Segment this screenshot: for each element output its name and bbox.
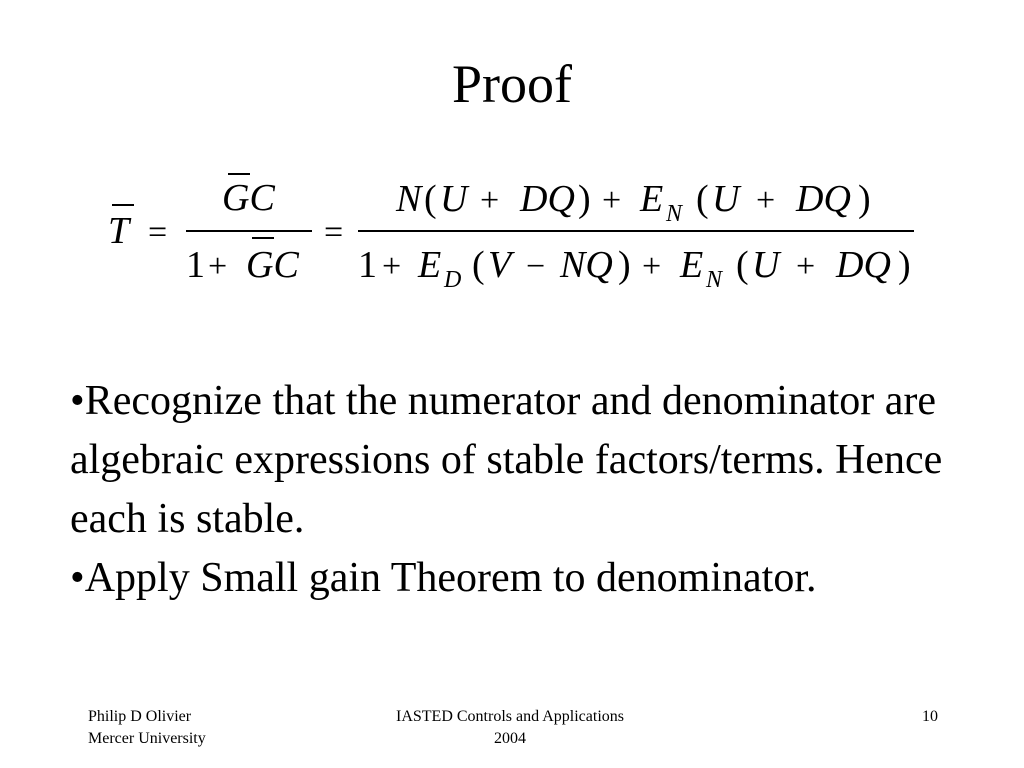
den-u: U — [752, 244, 780, 286]
bullet-list — [70, 372, 970, 608]
frac1-den-one: 1 — [186, 244, 205, 286]
num-sub-n: N — [666, 201, 683, 227]
slide-title: Proof — [452, 54, 572, 114]
footer-author — [88, 706, 206, 750]
den-open2: ( — [736, 244, 749, 286]
footer-author-name: Philip D Olivier — [88, 708, 192, 725]
footer-author-affiliation: Mercer University — [88, 730, 206, 747]
den-dq: DQ — [836, 244, 891, 286]
den-plus3: + — [796, 248, 816, 285]
eq-lhs: T — [108, 210, 130, 252]
num-dq2: DQ — [796, 178, 851, 220]
den-plus1: + — [382, 248, 402, 285]
den-e-d: E — [418, 244, 442, 286]
footer-conference — [340, 706, 680, 750]
footer-page-number: 10 — [922, 708, 938, 725]
den-minus: − — [526, 248, 546, 285]
den-plus2: + — [642, 248, 662, 285]
num-u: U — [440, 178, 468, 220]
den-nq: NQ — [560, 244, 613, 286]
frac1-den-plus: + — [208, 248, 228, 285]
num-u2: U — [712, 178, 740, 220]
equation — [100, 165, 930, 305]
num-plus2: + — [602, 182, 622, 219]
den-close2: ) — [898, 244, 911, 286]
footer-conference-year: 2004 — [494, 730, 526, 747]
den-v: V — [488, 244, 512, 286]
den-one: 1 — [358, 244, 377, 286]
den-sub-n: N — [706, 267, 723, 293]
frac1-den-gc: GC — [246, 244, 299, 286]
num-close2: ) — [858, 178, 871, 220]
bullet-item: •Recognize that the numerator and denominator are algebraic expressions of stable factors/terms. Hence each is stable. — [70, 378, 943, 542]
den-sub-d: D — [444, 267, 462, 293]
bullet-item: •Apply Small gain Theorem to denominator. — [70, 555, 817, 601]
eq-equals-1: = — [148, 214, 168, 251]
num-dq: DQ — [520, 178, 575, 220]
frac1-numerator: GC — [222, 177, 275, 219]
num-n: N — [396, 178, 422, 220]
den-e-n: E — [680, 244, 704, 286]
num-open2: ( — [696, 178, 709, 220]
num-close1: ) — [578, 178, 591, 220]
footer-conference-name: IASTED Controls and Applications — [396, 708, 624, 725]
num-open1: ( — [424, 178, 437, 220]
num-plus1: + — [480, 182, 500, 219]
den-open1: ( — [472, 244, 485, 286]
equation-svg — [100, 165, 930, 305]
den-close1: ) — [618, 244, 631, 286]
num-plus3: + — [756, 182, 776, 219]
num-e: E — [640, 178, 664, 220]
eq-equals-2: = — [324, 214, 344, 251]
